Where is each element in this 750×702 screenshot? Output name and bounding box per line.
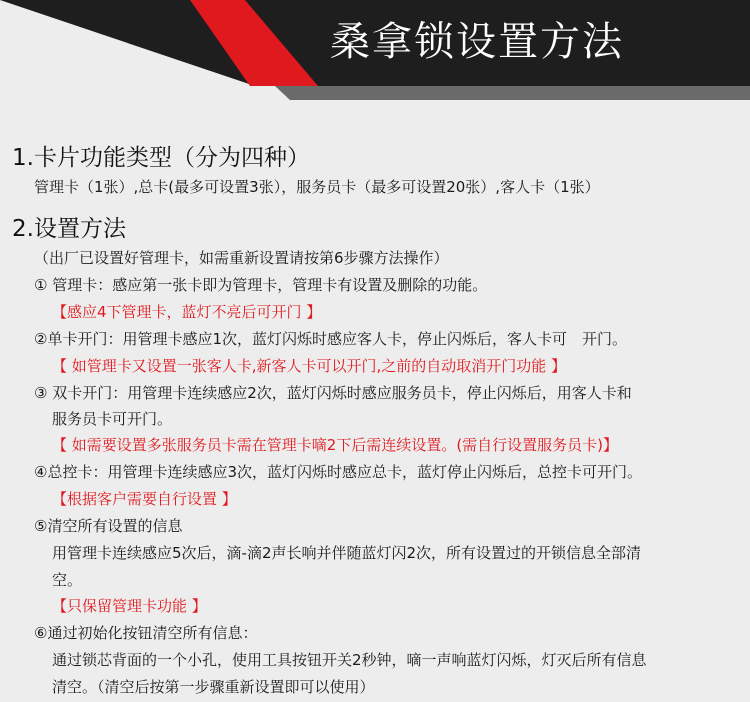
- step4-note: 【根据客户需要自行设置 】: [52, 490, 237, 508]
- step6-title: ⑥通过初始化按钮清空所有信息：: [34, 624, 258, 642]
- step5-text: 用管理卡连续感应5次后，滴-滴2声长响并伴随蓝灯闪2次，所有设置过的开锁信息全部清: [52, 544, 642, 562]
- step2-note: 【 如管理卡又设置一张客人卡,新客人卡可以开门,之前的自动取消开门功能 】: [52, 357, 567, 375]
- section2-intro: （出厂已设置好管理卡，如需重新设置请按第6步骤方法操作）: [34, 249, 449, 267]
- step3-note: 【 如需要设置多张服务员卡需在管理卡嘀2下后需连续设置。(需自行设置服务员卡)】: [52, 436, 619, 454]
- section1-text: 管理卡（1张）,总卡(最多可设置3张），服务员卡（最多可设置20张）,客人卡（1张）: [34, 178, 600, 196]
- page-title: 桑拿锁设置方法: [330, 19, 624, 65]
- header-banner: [0, 0, 750, 100]
- step5-note: 【只保留管理卡功能 】: [52, 597, 207, 615]
- step1-text: ① 管理卡：感应第一张卡即为管理卡，管理卡有设置及删除的功能。: [34, 276, 488, 294]
- step2-text: ②单卡开门：用管理卡感应1次，蓝灯闪烁时感应客人卡，停止闪烁后，客人卡可 开门。: [34, 330, 627, 348]
- step5-text-cont: 空。: [52, 571, 83, 589]
- step4-text: ④总控卡：用管理卡连续感应3次，蓝灯闪烁时感应总卡，蓝灯停止闪烁后，总控卡可开门。: [34, 463, 642, 481]
- step3-text-cont: 服务员卡可开门。: [52, 410, 173, 428]
- section2-heading: 2.设置方法: [12, 216, 126, 242]
- step1-note: 【感应4下管理卡，蓝灯不亮后可开门 】: [52, 303, 322, 321]
- step3-text: ③ 双卡开门：用管理卡连续感应2次，蓝灯闪烁时感应服务员卡，停止闪烁后，用客人卡和: [34, 384, 632, 402]
- step5-title: ⑤清空所有设置的信息: [34, 517, 183, 535]
- section1-heading: 1.卡片功能类型（分为四种）: [12, 145, 310, 171]
- step6-text: 通过锁芯背面的一个小孔，使用工具按钮开关2秒钟，嘀一声响蓝灯闪烁，灯灭后所有信息: [52, 651, 647, 669]
- banner-bottom-bar: [275, 86, 750, 100]
- step6-text-cont: 清空。（清空后按第一步骤重新设置即可以使用）: [52, 678, 375, 696]
